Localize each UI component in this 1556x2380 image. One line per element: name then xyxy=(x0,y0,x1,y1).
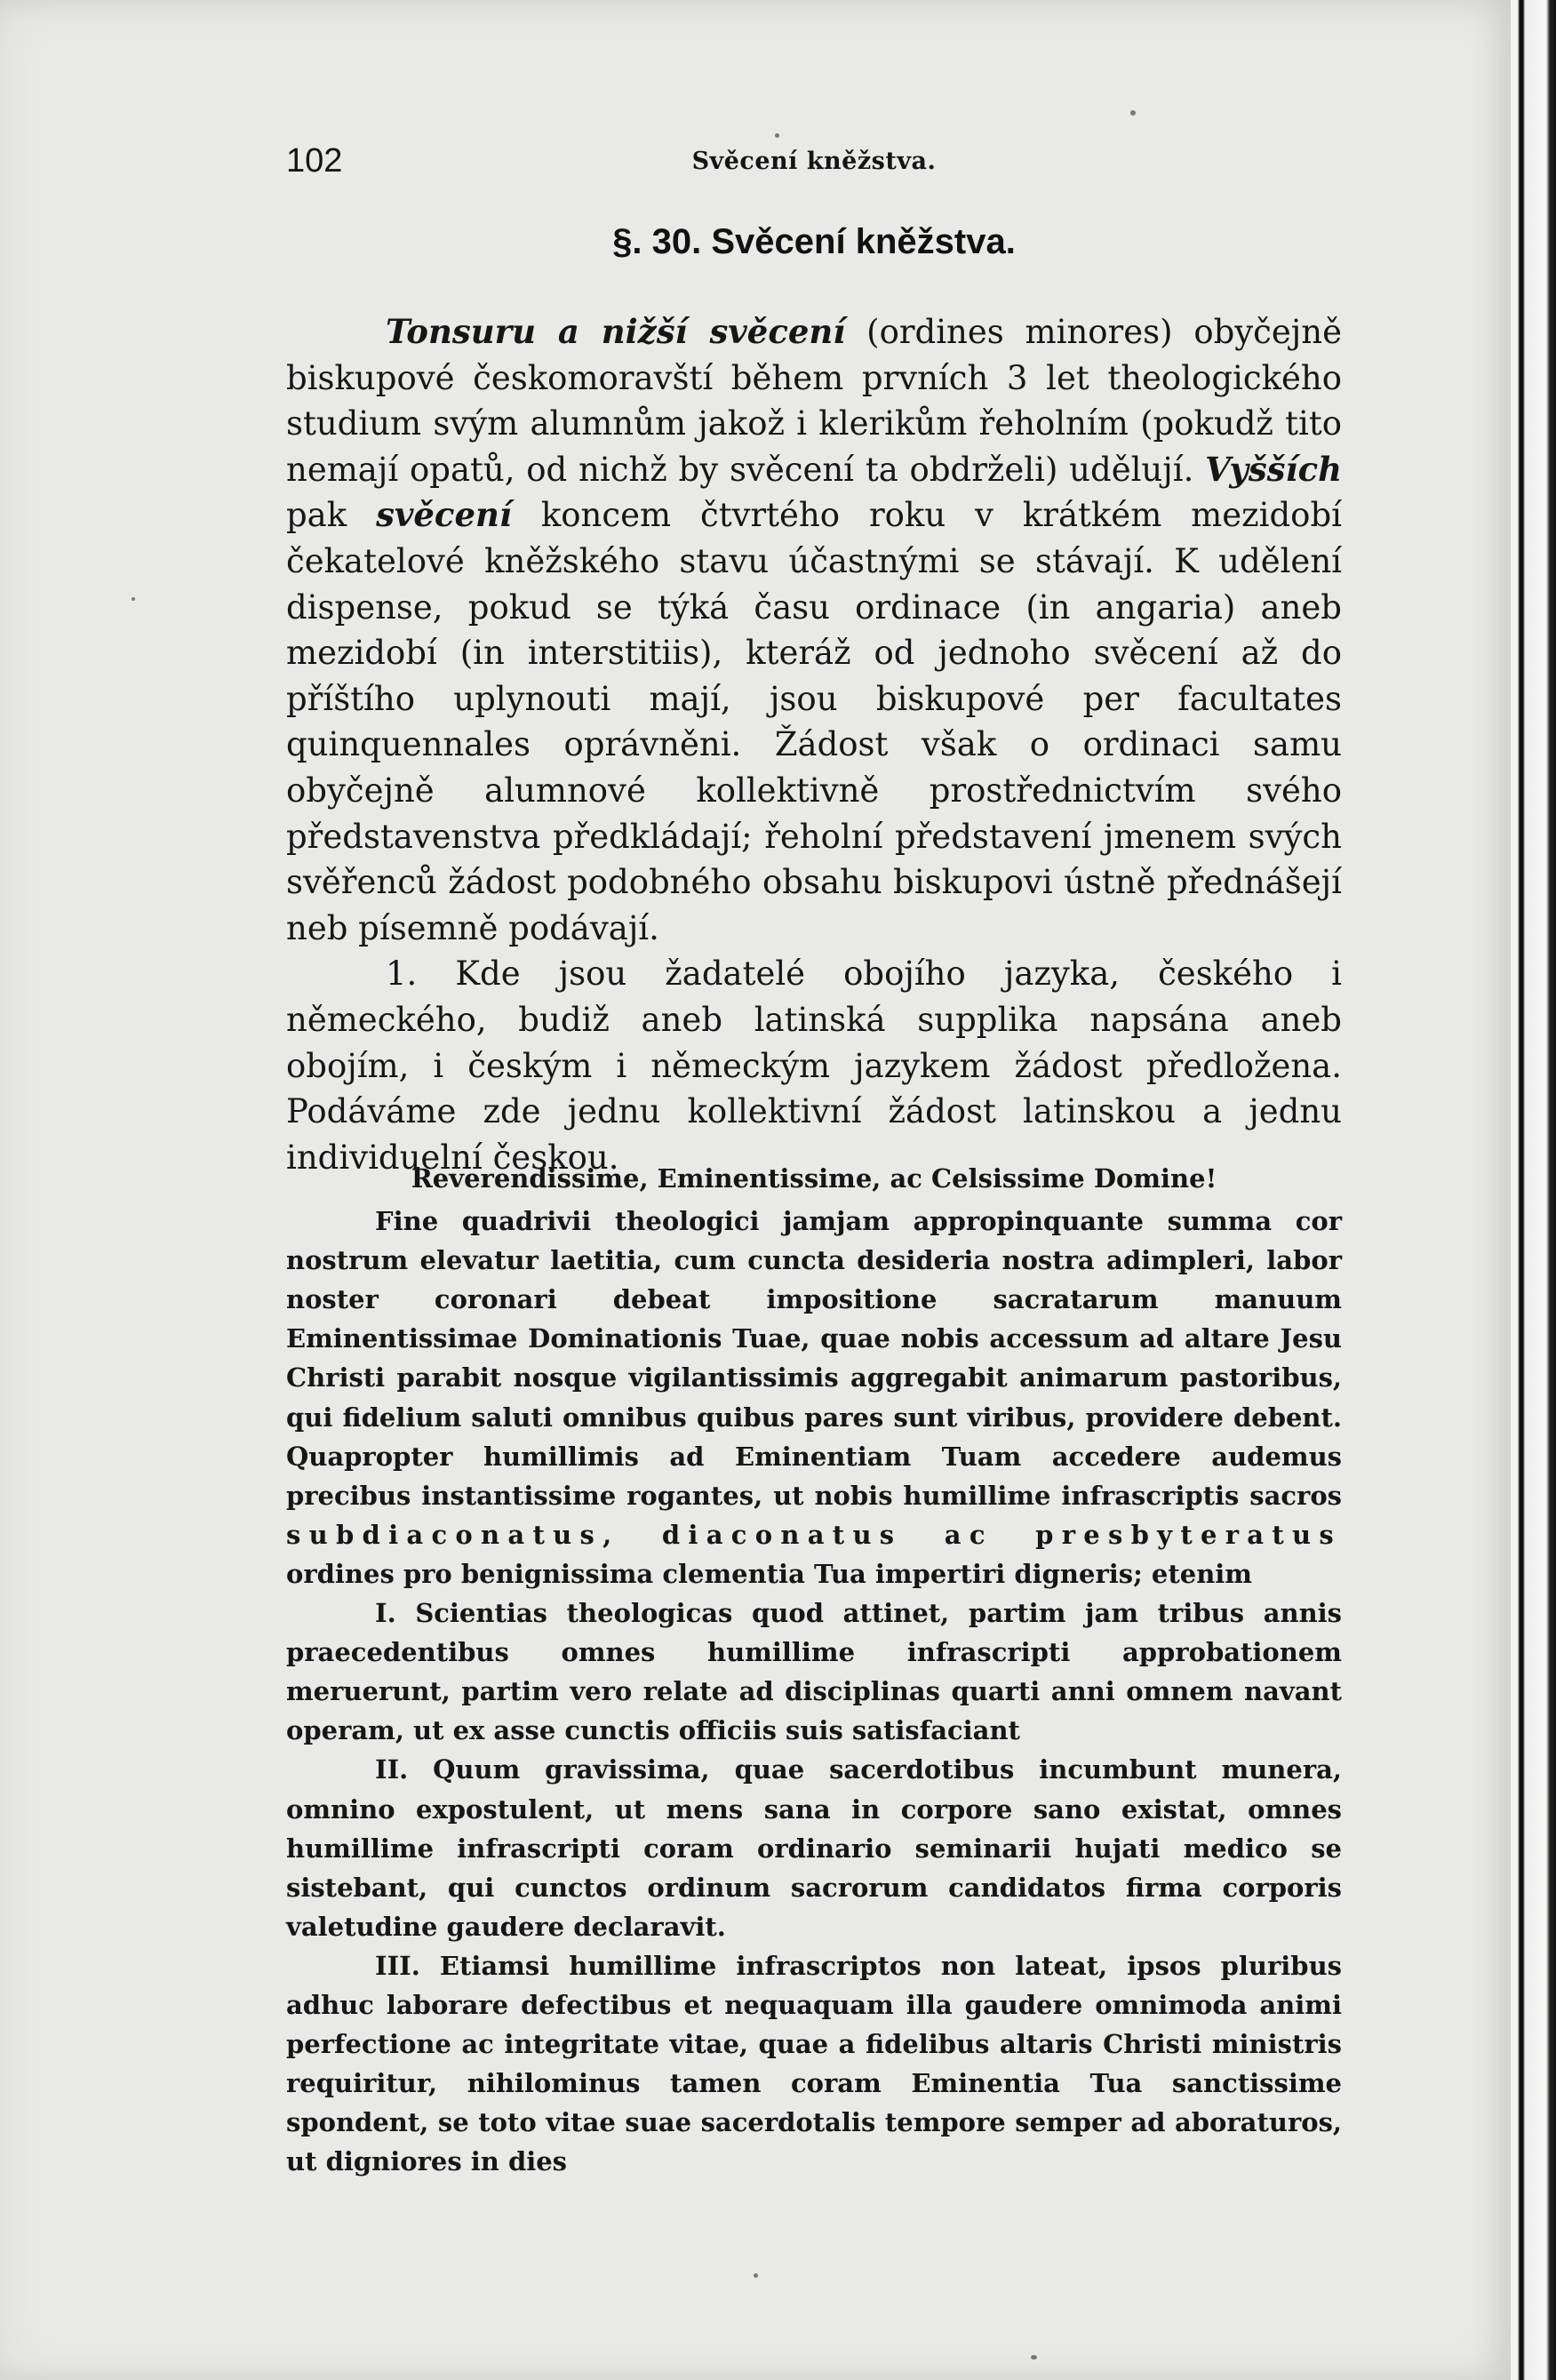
print-speck xyxy=(1031,2355,1037,2360)
paragraph-1-text-a: (ordines minores) obyčejně biskupové českomoravští během prvních 3 let theologického studium svým alumnům jakož i klerikům řeholním (pokudž tito nemají opatů, od nichž by svěcení ta obdrželi) udělují. xyxy=(286,313,1342,489)
print-speck xyxy=(754,2273,758,2278)
petition-salutation: Reverendissime, Eminentissime, ac Celsissime Domine! xyxy=(411,1163,1217,1194)
petition-orders: subdiaconatus, diaconatus ac presbyteratus xyxy=(286,1519,1342,1550)
term-sveceni: svěcení xyxy=(376,495,512,535)
running-head: Svěcení kněžstva. xyxy=(691,148,937,175)
term-tonsura: Tonsuru a nižší svěcení xyxy=(386,312,846,351)
petition-item-3: III. Etiamsi humillime infrascriptos non lateat, ipsos pluribus adhuc laborare defectibus et nequaquam illa gaudere omnimoda animi perfectione ac integritate vitae, quae a fidelibus altaris Christi ministris requiritur, nihilominus tamen coram Eminentia Tua sanctissime spondent, se toto vitae suae sacerdotalis tempore semper ad aboraturos, ut digniores in dies xyxy=(286,1950,1342,2177)
book-binding-edge xyxy=(1511,0,1556,2380)
section-heading: §. 30. Svěcení kněžstva. xyxy=(612,222,1016,261)
page-header xyxy=(286,142,1342,185)
petition-item-2: II. Quum gravissima, quae sacerdotibus incumbunt munera, omnino expostulent, ut mens sana in corpore sano existat, omnes humillime infrascripti coram ordinario seminarii hujati medico se sistebant, qui cunctos ordinum sacrorum candidatos firma corporis valetudine gaudere declaravit. xyxy=(286,1754,1342,1942)
latin-petition xyxy=(286,1159,1342,2181)
print-speck xyxy=(1130,110,1136,116)
petition-text-b: ordines pro benignissima clementia Tua impertiri digneris; etenim xyxy=(286,1558,1252,1589)
term-vyssich: Vyšších xyxy=(1205,449,1342,489)
paragraph-2: 1. Kde jsou žadatelé obojího jazyka, českého i německého, budiž aneb latinská supplika napsána aneb obojím, i českým i německým jazykem žádost předložena. Podáváme zde jednu kollektivní žádost latinskou a jednu individuelní českou. xyxy=(286,954,1342,1177)
page-number: 102 xyxy=(286,142,343,180)
print-speck xyxy=(132,597,135,601)
petition-paragraph-1 xyxy=(286,1202,1342,1593)
paragraph-1-text-c: koncem čtvrtého roku v krátkém mezidobí čekatelové kněžského stavu účastnými se stávají. K udělení dispense, pokud se týká času ordinace (in angaria) aneb mezidobí (in interstitiis), kteráž od jednoho svěcení až do příštího uplynouti mají, jsou biskupové per facultates quinquennales oprávněni. Žádost však o ordinaci samu obyčejně alumnové kollektivně prostřednictvím svého představenstva předkládají; řeholní představení jmenem svých svěřenců žádost podobného obsahu biskupovi ústně přednášejí neb písemně podávají. xyxy=(286,496,1342,947)
petition-item-1: I. Scientias theologicas quod attinet, partim jam tribus annis praecedentibus omnes humillime infrascripti approbationem meruerunt, partim vero relate ad disciplinas quarti anni omnem navant operam, ut ex asse cunctis officiis suis satisfaciant xyxy=(286,1598,1342,1746)
paragraph-1-text-b: pak xyxy=(286,496,377,535)
print-speck xyxy=(775,133,779,138)
main-text xyxy=(286,309,1342,1180)
paragraph-1 xyxy=(286,309,1342,951)
petition-text-a: Fine quadrivii theologici jamjam appropinquante summa cor nostrum elevatur laetitia, cum cuncta desideria nostra adimpleri, labor noster coronari debeat impositione sacratarum manuum Eminentissimae Dominationis Tuae, quae nobis accessum ad altare Jesu Christi parabit nosque vigilantissimis aggregabit animarum pastoribus, qui fidelium saluti omnibus quibus pares sunt viribus, providere debent. Quapropter humillimis ad Eminentiam Tuam accedere audemus precibus instantissime rogantes, ut nobis humillime infrascriptis sacros xyxy=(286,1206,1342,1511)
